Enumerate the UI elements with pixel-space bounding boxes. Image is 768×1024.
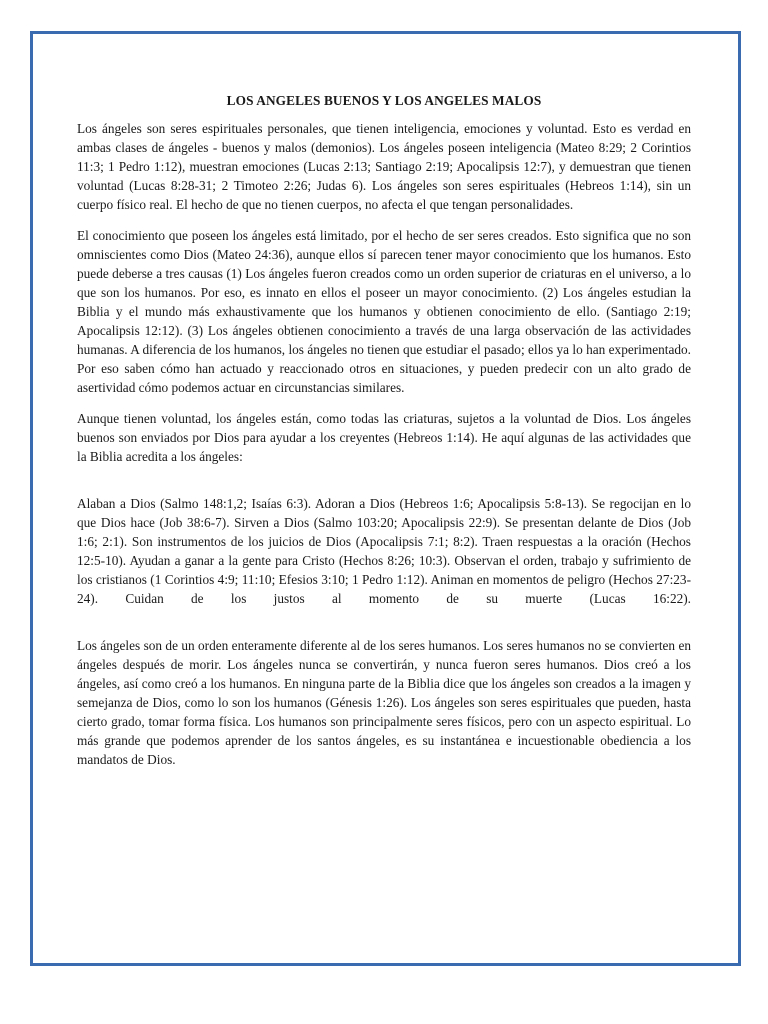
paragraph-order: Los ángeles son de un orden enteramente diferente al de los seres humanos. Los seres humanos no se convierten en ángeles después de morir. Los ángeles nunca se convertirán, y nunca fueron seres humanos. Dios creó a los ángeles, así como creó a los humanos. En ninguna parte de la Biblia dice que los ángeles son creados a la imagen y semejanza de Dios, como lo son los humanos (Génesis 1:26). Los ángeles son seres espirituales que pueden, hasta cierto grado, tomar forma física. Los humanos son principalmente seres físicos, pero con un aspecto espiritual. Lo más grande que podemos aprender de los santos ángeles, es su instantánea e incuestionable obediencia a los mandatos de Dios. xyxy=(77,638,691,767)
paragraph-intro: Los ángeles son seres espirituales personales, que tienen inteligencia, emociones y voluntad. Esto es verdad en ambas clases de ángeles - buenos y malos (demonios). Los ángeles poseen inteligencia (Mateo 8:29; 2 Corintios 11:3; 1 Pedro 1:12), muestran emociones (Lucas 2:13; Santiago 2:19; Apocalipsis 12:7), y demuestran que tienen voluntad (Lucas 8:28-31; 2 Timoteo 2:26; Judas 6). Los ángeles son seres espirituales (Hebreos 1:14), sin un cuerpo físico real. El hecho de que no tienen cuerpos, no afecta el que tengan personalidades. xyxy=(77,121,691,212)
paragraph-will: Aunque tienen voluntad, los ángeles están, como todas las criaturas, sujetos a la voluntad de Dios. Los ángeles buenos son enviados por Dios para ayudar a los creyentes (Hebreos 1:14). He aquí algunas de las actividades que la Biblia acredita a los ángeles: xyxy=(77,411,691,464)
paragraph-knowledge: El conocimiento que poseen los ángeles está limitado, por el hecho de ser seres creados. Esto significa que no son omniscientes como Dios (Mateo 24:36), aunque ellos sí parecen tener mayor conocimiento que los humanos. Esto puede deberse a tres causas (1) Los ángeles fueron creados como un orden superior de criaturas en el universo, a lo que son los humanos. Por eso, es innato en ellos el poseer un mayor conocimiento. (2) Los ángeles estudian la Biblia y el mundo más exhaustivamente que los humanos y obtienen conocimiento de ello. (Santiago 2:19; Apocalipsis 12:12). (3) Los ángeles obtienen conocimiento a través de una larga observación de las actividades humanas. A diferencia de los humanos, los ángeles no tienen que estudiar el pasado; ellos ya lo han experimentado. Por eso saben cómo han actuado y reaccionado otros en situaciones, y pueden predecir con un alto grado de asertividad cómo podemos actuar en circunstancias similares. xyxy=(77,228,691,395)
document-body xyxy=(77,91,691,781)
paragraph-activities: Alaban a Dios (Salmo 148:1,2; Isaías 6:3). Adoran a Dios (Hebreos 1:6; Apocalipsis 5:8-13). Se regocijan en lo que Dios hace (Job 38:6-7). Sirven a Dios (Salmo 103:20; Apocalipsis 22:9). Se presentan delante de Dios (Job 1:6; 2:1). Son instrumentos de los juicios de Dios (Apocalipsis 7:1; 8:2). Traen respuestas a la oración (Hechos 12:5-10). Ayudan a ganar a la gente para Cristo (Hechos 8:26; 10:3). Observan el orden, trabajo y sufrimiento de los cristianos (1 Corintios 4:9; 11:10; Efesios 3:10; 1 Pedro 1:12). Animan en momentos de peligro (Hechos 27:23-24). Cuidan de los justos al momento de su muerte (Lucas 16:22). xyxy=(77,496,691,606)
document-title: LOS ANGELES BUENOS Y LOS ANGELES MALOS xyxy=(226,93,542,108)
